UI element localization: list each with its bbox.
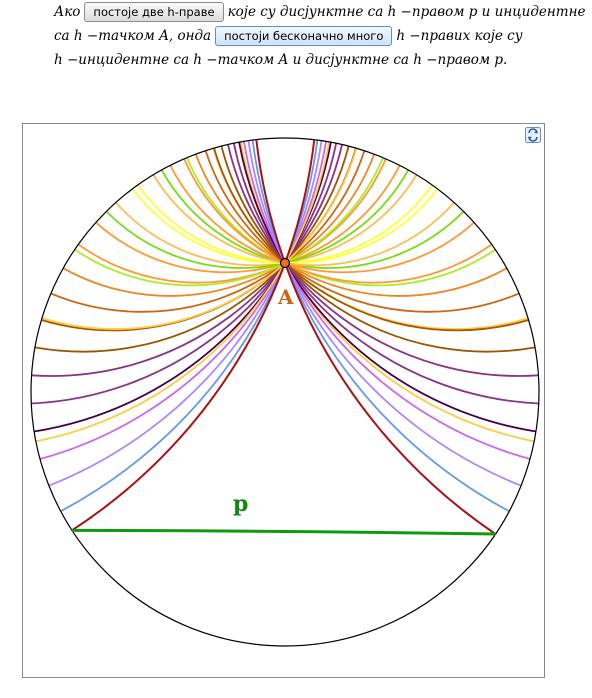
limiting-line-left	[72, 140, 314, 531]
poincare-disk-diagram[interactable]	[23, 124, 546, 679]
two-h-lines-button[interactable]: постоје две h-праве	[84, 2, 223, 22]
statement	[54, 0, 584, 72]
statement-text: које су дисјунктне са h −правом p и инцидентне	[227, 4, 586, 20]
pencil-of-lines	[31, 140, 538, 511]
h-line-p[interactable]	[72, 530, 496, 534]
infinitely-many-button[interactable]: постоји бесконачно много	[215, 26, 392, 46]
geometry-applet[interactable]	[22, 123, 545, 678]
limiting-parallels	[72, 140, 496, 534]
statement-text: са h −тачком A, онда	[54, 28, 212, 44]
statement-line-2	[54, 24, 584, 48]
limiting-line-right	[256, 140, 495, 534]
statement-line-3	[54, 48, 584, 72]
boundary-circle	[31, 138, 539, 646]
statement-line-1	[54, 0, 584, 24]
pencil-line	[49, 141, 322, 486]
refresh-icon[interactable]	[525, 127, 541, 143]
line-p-label: p	[233, 491, 249, 517]
point-a-label: A	[278, 285, 294, 309]
statement-text: Ако	[54, 4, 81, 20]
statement-text: h −правих које су	[396, 28, 523, 44]
statement-text: h −инцидентне са h −тачком A и дисјунктне са h −правом p.	[54, 52, 508, 68]
point-a[interactable]	[281, 259, 290, 268]
